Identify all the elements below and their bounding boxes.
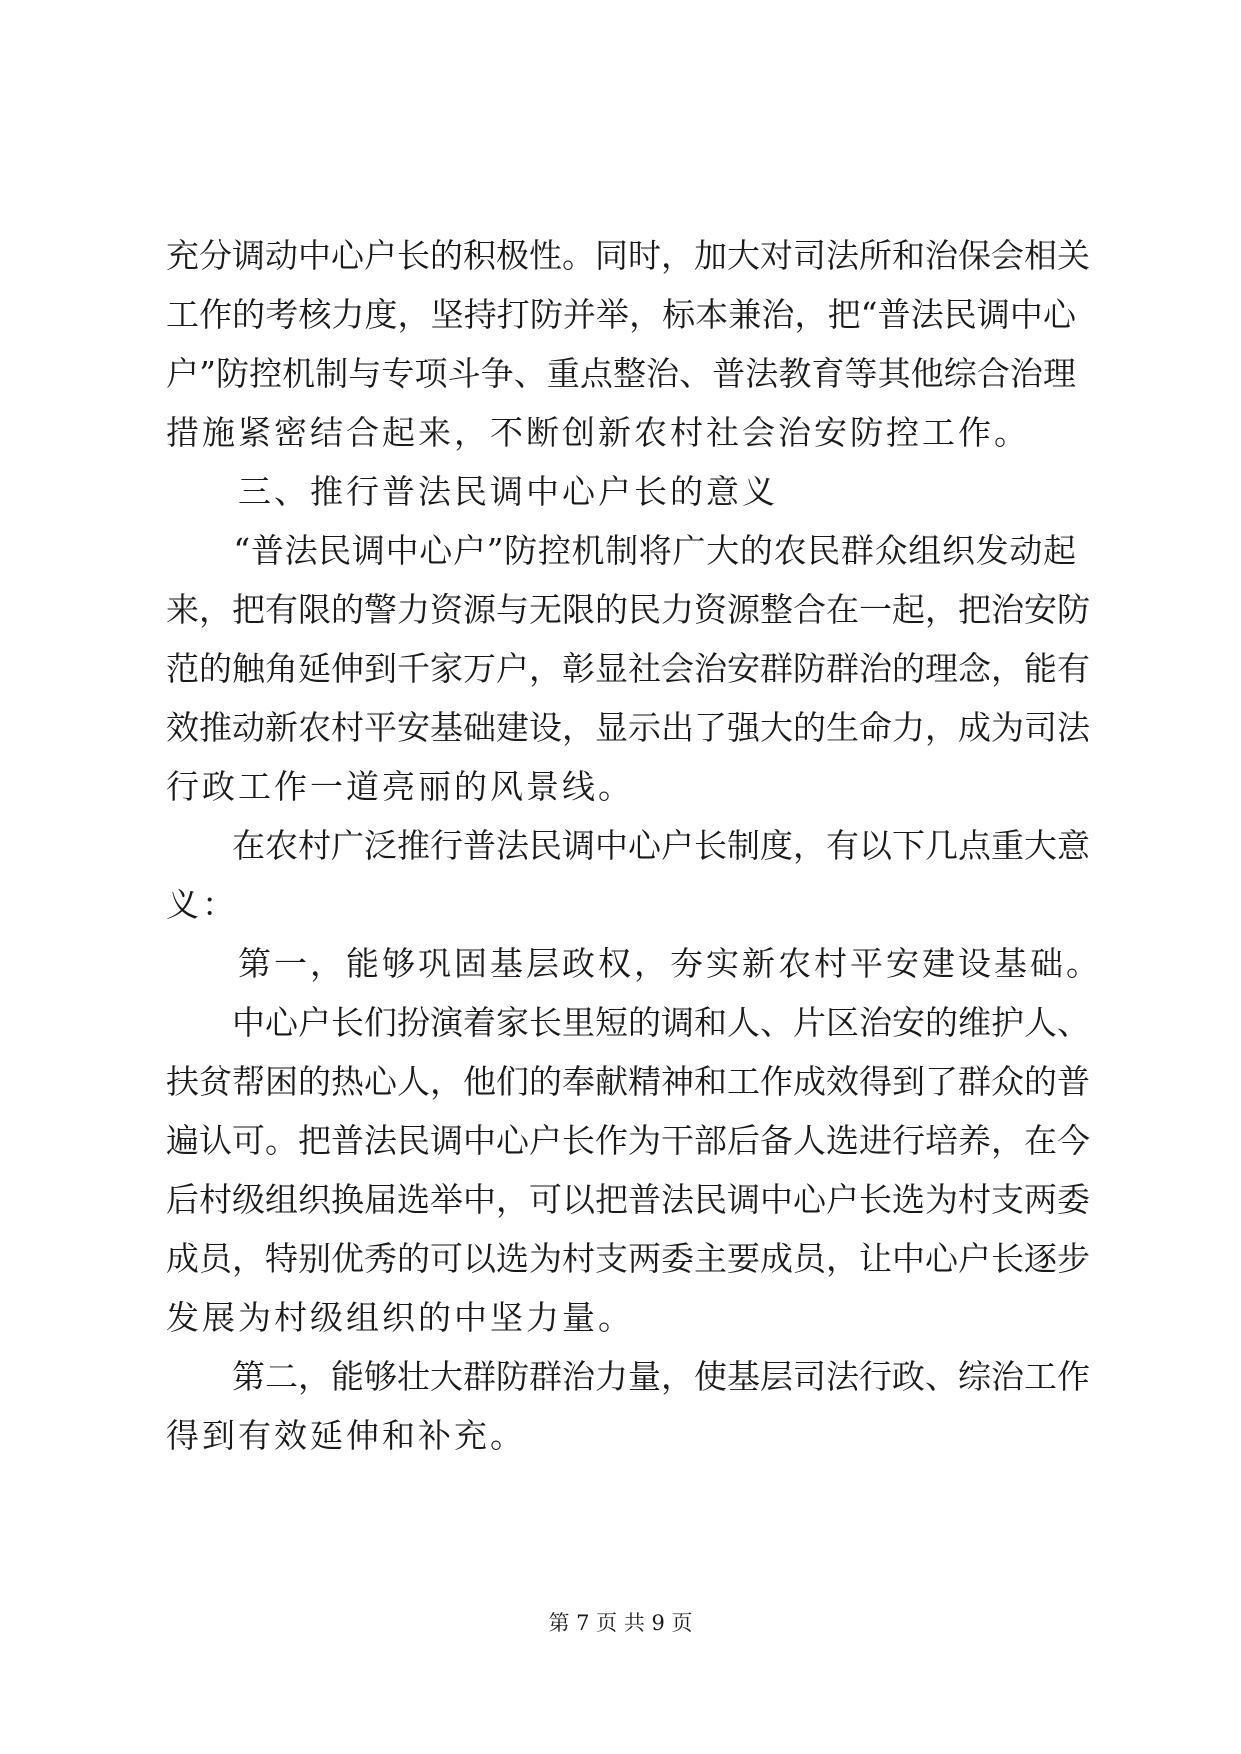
text-line: 中心户长们扮演着家长里短的调和人、片区治安的维护人、	[166, 1003, 1090, 1042]
page-number-footer: 第 7 页 共 9 页	[548, 1611, 693, 1635]
text-line: 发展为村级组织的中坚力量。	[166, 1298, 634, 1337]
text-line: 扶贫帮困的热心人，他们的奉献精神和工作成效得到了群众的普	[166, 1062, 1090, 1101]
text-line: 来，把有限的警力资源与无限的民力资源整合在一起，把治安防	[166, 590, 1090, 629]
text-line: 第二，能够壮大群防群治力量，使基层司法行政、综治工作	[166, 1357, 1090, 1396]
text-line: 充分调动中心户长的积极性。同时，加大对司法所和治保会相关	[166, 236, 1090, 275]
text-line: 成员，特别优秀的可以选为村支两委主要成员，让中心户长逐步	[166, 1239, 1090, 1278]
section-heading: 三、推行普法民调中心户长的意义	[166, 472, 778, 511]
text-line: 行政工作一道亮丽的风景线。	[166, 767, 634, 806]
text-line: 措施紧密结合起来，不断创新农村社会治安防控工作。	[166, 413, 1030, 452]
body-text	[166, 226, 1102, 1465]
text-line: 效推动新农村平安基础建设，显示出了强大的生命力，成为司法	[166, 708, 1090, 747]
text-line: 范的触角延伸到千家万户，彰显社会治安群防群治的理念，能有	[166, 649, 1090, 688]
text-line: 第一，能够巩固基层政权，夯实新农村平安建设基础。	[166, 944, 1102, 983]
text-line: 在农村广泛推行普法民调中心户长制度，有以下几点重大意	[166, 826, 1090, 865]
text-line: 遍认可。把普法民调中心户长作为干部后备人选进行培养，在今	[166, 1121, 1090, 1160]
text-line: 得到有效延伸和补充。	[166, 1416, 526, 1455]
text-line: 户”防控机制与专项斗争、重点整治、普法教育等其他综合治理	[166, 354, 1076, 393]
text-line: 工作的考核力度，坚持打防并举，标本兼治，把“普法民调中心	[166, 295, 1076, 334]
text-line: “普法民调中心户”防控机制将广大的农民群众组织发动起	[166, 531, 1076, 570]
text-line: 义：	[166, 885, 238, 924]
text-line: 后村级组织换届选举中，可以把普法民调中心户长选为村支两委	[166, 1180, 1090, 1219]
